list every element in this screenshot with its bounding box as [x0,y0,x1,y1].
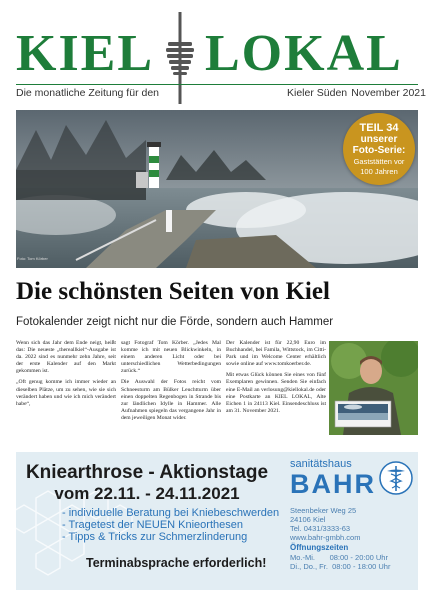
photo-credit: Foto: Tom Körber [17,256,48,261]
badge-topic: Gaststätten vor [353,157,405,166]
ad-contact [290,506,360,542]
paragraph: „Oft genug komme ich immer wieder an dieselben Plätze, um zu sehen, wie sie sich verändert haben und wie ich mich verändert habe“, [16,379,116,407]
caduceus-icon [378,460,414,496]
ad-logo-sanitaetshaus: sanitätshaus [290,458,352,470]
ad-city: 24106 Kiel [290,515,326,524]
paragraph: Der Kalender ist für 22,90 Euro im Buchhandel, bei Famila, Wittstock, im Citti-Park und im Welcome Center erhältlich sowie online auf www.tomkoerber.de. [226,340,326,368]
logo-kiel: KIEL [16,25,155,82]
ad-hours-line: Mo.-Mi. 08:00 - 20:00 Uhr [290,553,388,562]
badge-topic-cont: 100 Jahren [360,167,398,176]
list-item: - individuelle Beratung bei Kniebeschwerden [62,507,280,519]
ad-phone: Tel. 0431/3333-63 [290,524,351,533]
ad-opening-hours [290,553,390,571]
list-item: - Tipps & Tricks zur Schmerzlinderung [62,531,248,543]
advertisement-bahr [16,452,418,590]
ad-hours-title: Öffnungszeiten [290,543,349,552]
logo-lokal: LOKAL [205,25,403,82]
series-badge [343,113,415,185]
ad-street: Steenbeker Weg 25 [290,506,357,515]
ad-call-to-action: Terminabsprache erforderlich! [86,556,267,570]
list-item: - Tragetest der NEUEN Knieorthesen [62,519,243,531]
tagline-region: Kieler Süden [287,87,348,99]
badge-part: TEIL 34 [359,122,399,134]
ad-benefits-list [62,507,279,543]
badge-unserer: unserer [360,134,398,145]
issue-date: November 2021 [351,87,426,99]
article-column-3 [226,340,326,419]
badge-fotoserie: Foto-Serie: [352,145,406,156]
paragraph: Mit etwas Glück können Sie eines von fünf Exemplaren gewinnen. Senden Sie einfach eine E-Mail an verlosung@kiellokal.de oder eine Postkarte an KIEL LOKAL, Alte Eichen 1 in 24113 Kiel. Einsendeschluss ist am 31. November 2021. [226,372,326,414]
ad-website: www.bahr-gmbh.com [290,533,361,542]
tv-tower-icon [160,12,200,104]
ad-logo-bahr: BAHR [290,469,376,499]
ad-dates: vom 22.11. - 24.11.2021 [54,484,240,503]
ad-hours-line: Di., Do., Fr. 08:00 - 18:00 Uhr [290,562,391,571]
ad-title: Kniearthrose - Aktionstage [25,462,269,483]
tagline: Die monatliche Zeitung für den [16,87,159,99]
article-headline: Die schönsten Seiten von Kiel [16,278,330,305]
paragraph: Die Auswahl der Fotos reicht vom Schneesturm am Bülker Leuchtturm über einen doppelten Regenbogen in Strande bis zur ländlichen Idylle in Hammer. Alle Aufnahmen spiegeln das vergangene Jahr in dem jeweiligen Monat wider. [121,379,221,421]
masthead [0,0,448,110]
paragraph: sagt Fotograf Tom Körber. „Jedes Mal komme ich mit neuen Blickwinkeln, in einem anderen Licht oder bei unterschiedlichen Wetterbedingungen zurück.“ [121,340,221,375]
article-subhead: Fotokalender zeigt nicht nur die Förde, sondern auch Hammer [16,316,334,328]
photographer-portrait [329,341,418,435]
article-column-1 [16,340,116,412]
masthead-divider [16,84,418,85]
paragraph: Wenn sich das Jahr dem Ende neigt, heißt das: Die neueste „thereallkiel“-Ausgabe ist da. 2022 sind es nunmehr zehn Jahre, seit der erste Kalender auf den Markt gekommen ist. [16,340,116,375]
article-column-2 [121,340,221,426]
